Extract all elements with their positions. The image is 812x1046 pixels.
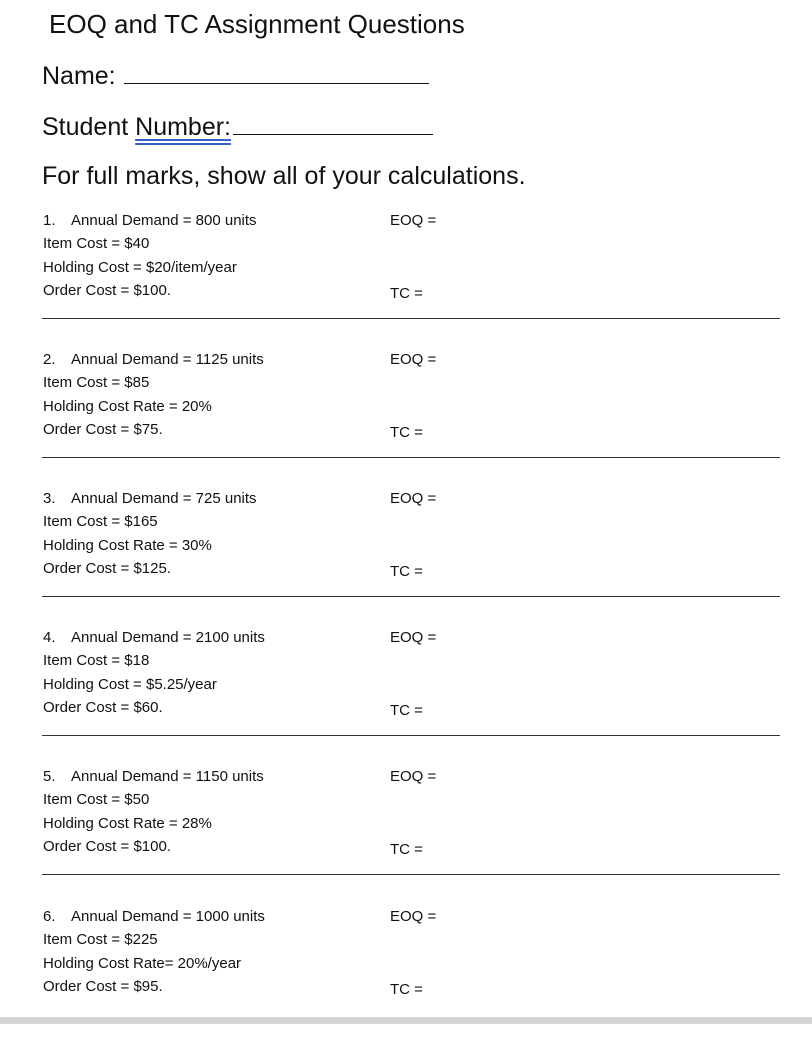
eoq-answer-label: EOQ = bbox=[390, 351, 437, 368]
question-divider bbox=[42, 318, 780, 319]
student-number-label: Number: bbox=[135, 113, 232, 141]
document-title: EOQ and TC Assignment Questions bbox=[49, 9, 465, 39]
holding-cost: Holding Cost = $20/item/year bbox=[43, 259, 237, 276]
holding-cost: Holding Cost = $5.25/year bbox=[43, 676, 217, 693]
instruction-text: For full marks, show all of your calculations. bbox=[42, 162, 526, 190]
tc-answer-label: TC = bbox=[390, 981, 423, 998]
item-cost: Item Cost = $40 bbox=[43, 235, 150, 252]
name-label: Name: bbox=[42, 62, 116, 90]
holding-cost: Holding Cost Rate = 20% bbox=[43, 398, 212, 415]
question-block bbox=[0, 211, 812, 350]
page-bottom-edge bbox=[0, 1017, 812, 1024]
question-block bbox=[0, 628, 812, 767]
question-divider bbox=[42, 596, 780, 597]
annual-demand: Annual Demand = 800 units bbox=[71, 212, 257, 229]
annual-demand: Annual Demand = 725 units bbox=[71, 490, 257, 507]
annual-demand: Annual Demand = 2100 units bbox=[71, 629, 265, 646]
student-label: Student bbox=[42, 113, 136, 141]
question-block bbox=[0, 350, 812, 489]
question-number: 5. bbox=[43, 768, 56, 785]
question-number: 4. bbox=[43, 629, 56, 646]
eoq-answer-label: EOQ = bbox=[390, 490, 437, 507]
tc-answer-label: TC = bbox=[390, 841, 423, 858]
question-number: 2. bbox=[43, 351, 56, 368]
eoq-answer-label: EOQ = bbox=[390, 908, 437, 925]
question-block bbox=[0, 489, 812, 628]
item-cost: Item Cost = $50 bbox=[43, 791, 150, 808]
holding-cost: Holding Cost Rate = 30% bbox=[43, 537, 212, 554]
question-divider bbox=[42, 874, 780, 875]
holding-cost: Holding Cost Rate = 28% bbox=[43, 815, 212, 832]
question-divider bbox=[42, 457, 780, 458]
question-demand-line bbox=[43, 350, 264, 370]
question-demand-line bbox=[43, 907, 265, 927]
order-cost: Order Cost = $95. bbox=[43, 978, 163, 995]
question-number: 3. bbox=[43, 490, 56, 507]
question-demand-line bbox=[43, 767, 264, 787]
tc-answer-label: TC = bbox=[390, 702, 423, 719]
item-cost: Item Cost = $18 bbox=[43, 652, 150, 669]
question-demand-line bbox=[43, 211, 257, 231]
student-number-field-row bbox=[42, 111, 433, 143]
eoq-answer-label: EOQ = bbox=[390, 768, 437, 785]
question-number: 1. bbox=[43, 212, 56, 229]
eoq-answer-label: EOQ = bbox=[390, 212, 437, 229]
order-cost: Order Cost = $100. bbox=[43, 838, 171, 855]
order-cost: Order Cost = $75. bbox=[43, 421, 163, 438]
tc-answer-label: TC = bbox=[390, 285, 423, 302]
item-cost: Item Cost = $165 bbox=[43, 513, 158, 530]
order-cost: Order Cost = $60. bbox=[43, 699, 163, 716]
order-cost: Order Cost = $100. bbox=[43, 282, 171, 299]
annual-demand: Annual Demand = 1150 units bbox=[71, 768, 264, 785]
question-demand-line bbox=[43, 628, 265, 648]
question-block bbox=[0, 767, 812, 906]
tc-answer-label: TC = bbox=[390, 424, 423, 441]
annual-demand: Annual Demand = 1125 units bbox=[71, 351, 264, 368]
eoq-answer-label: EOQ = bbox=[390, 629, 437, 646]
tc-answer-label: TC = bbox=[390, 563, 423, 580]
item-cost: Item Cost = $85 bbox=[43, 374, 150, 391]
name-field-row bbox=[42, 60, 429, 92]
student-number-blank-line[interactable] bbox=[233, 112, 433, 135]
question-divider bbox=[42, 735, 780, 736]
holding-cost: Holding Cost Rate= 20%/year bbox=[43, 955, 242, 972]
question-number: 6. bbox=[43, 908, 56, 925]
annual-demand: Annual Demand = 1000 units bbox=[71, 908, 265, 925]
name-blank-line[interactable] bbox=[124, 61, 429, 84]
question-block bbox=[0, 907, 812, 1046]
order-cost: Order Cost = $125. bbox=[43, 560, 171, 577]
question-demand-line bbox=[43, 489, 257, 509]
item-cost: Item Cost = $225 bbox=[43, 931, 158, 948]
